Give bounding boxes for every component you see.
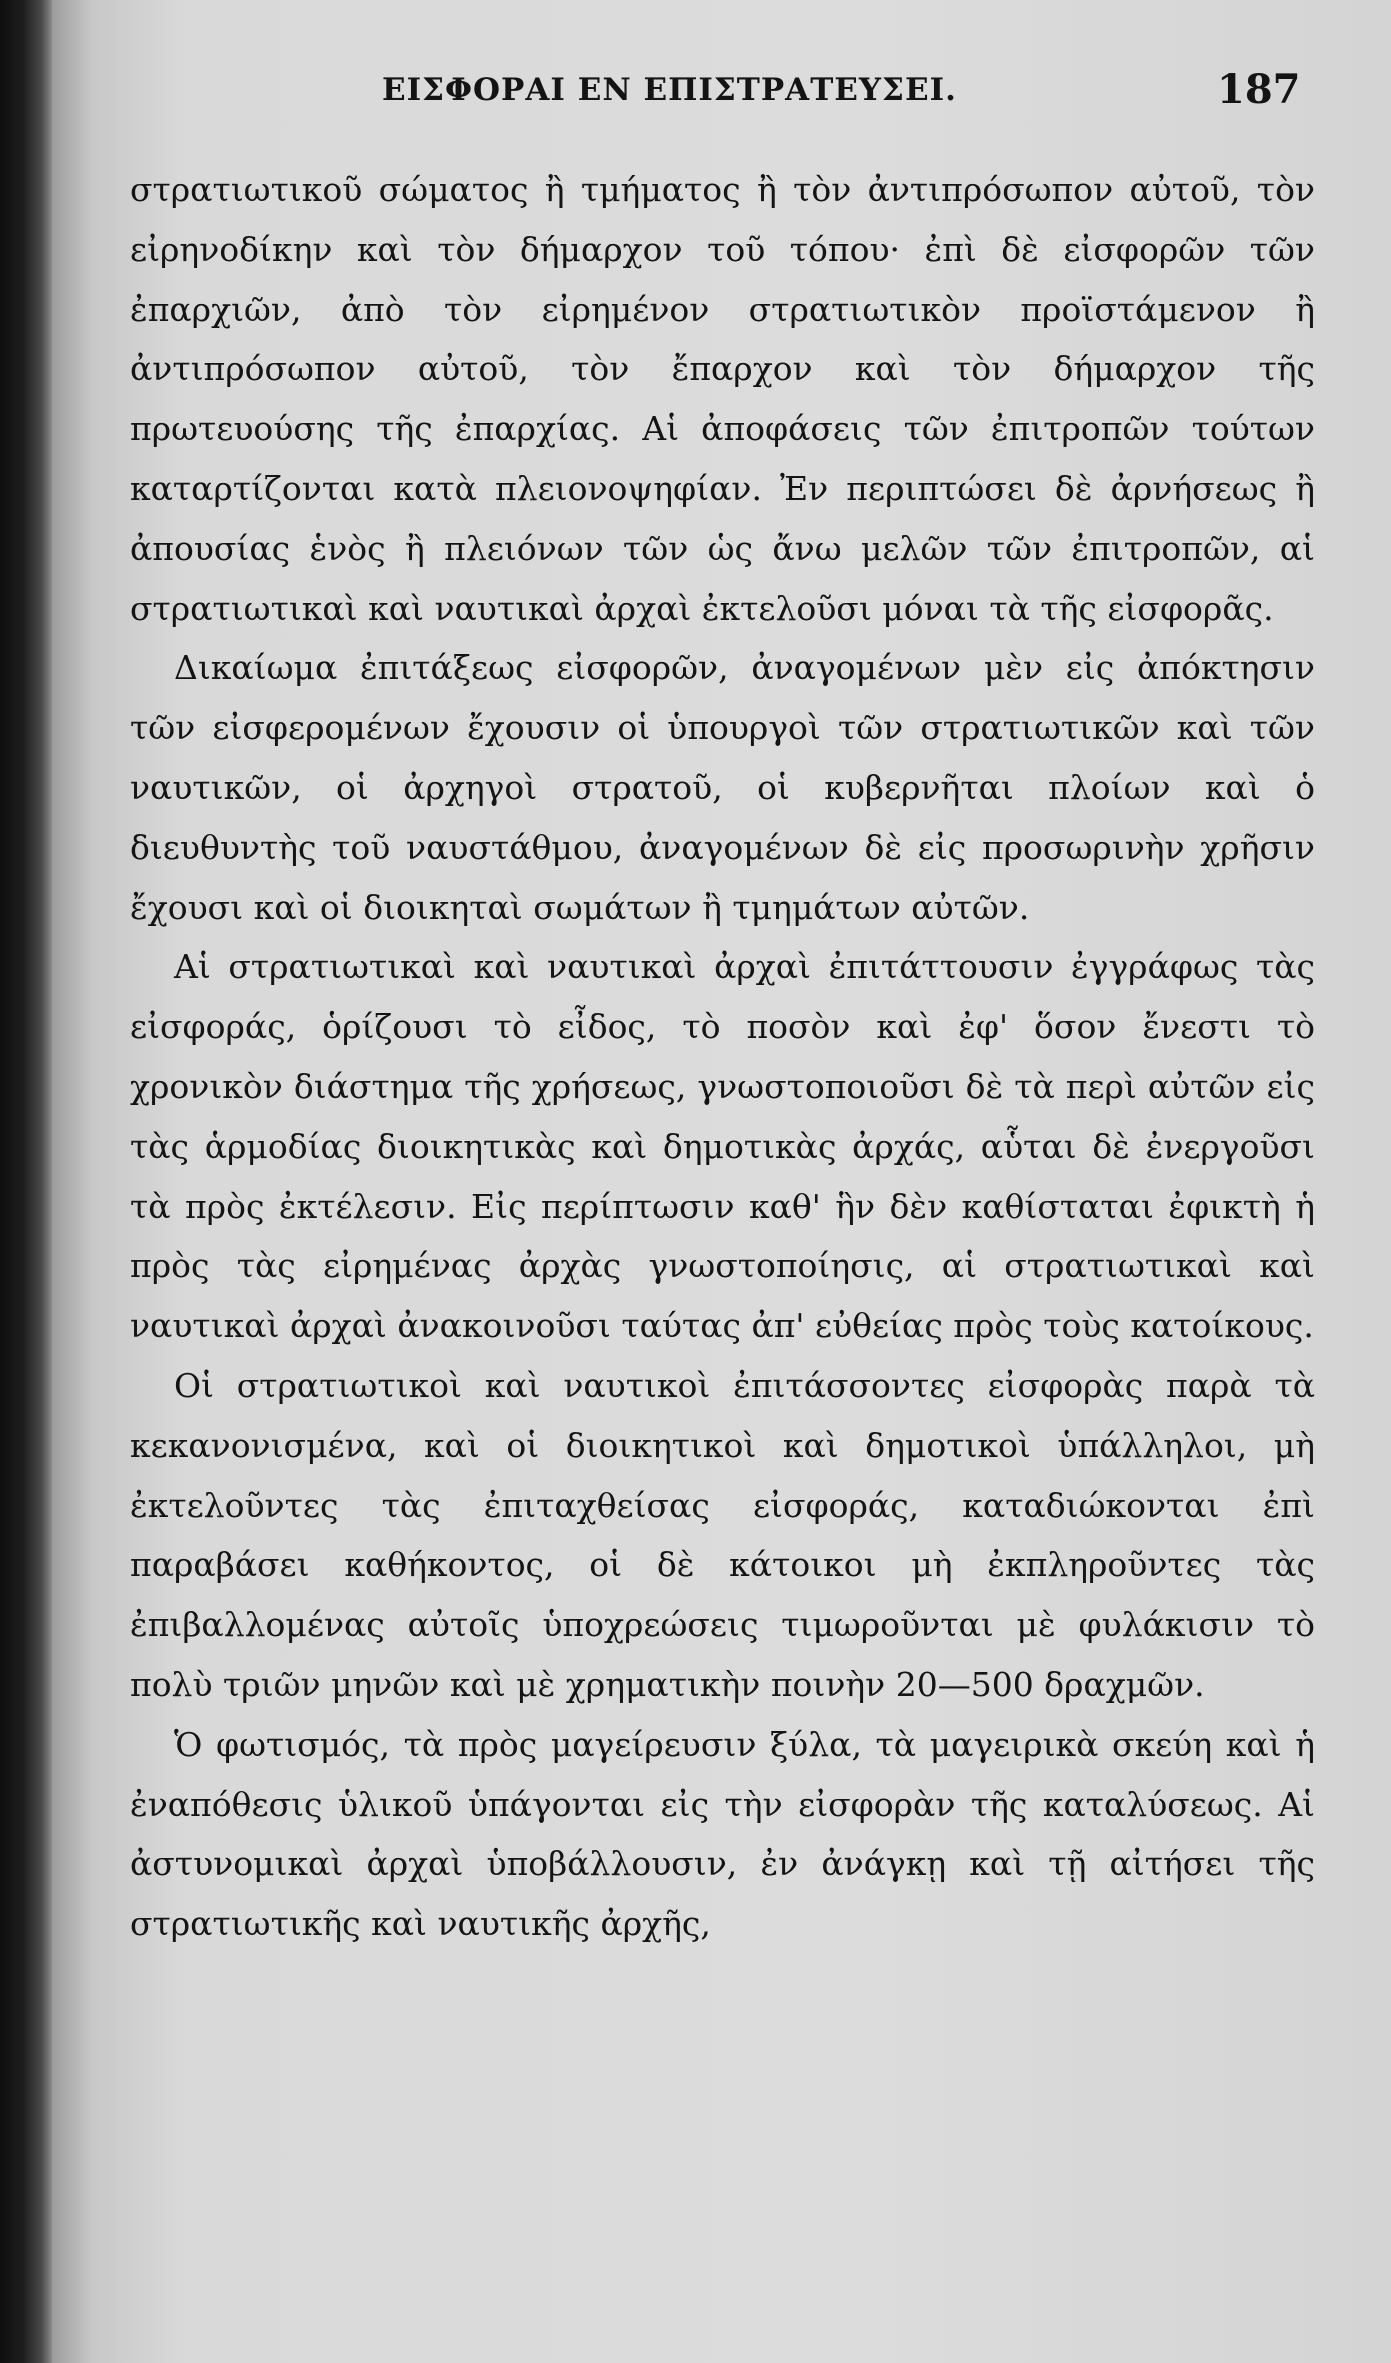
paragraph-requisition-procedure: Αἱ στρατιωτικαὶ καὶ ναυτικαὶ ἀρχαὶ ἐπιτάττουσιν ἐγγράφως τὰς εἰσφοράς, ὁρίζουσι τὸ εἶδος, τὸ ποσὸν καὶ ἐφ' ὅσον ἔνεστι τὸ χρονικὸν διάστημα τῆς χρήσεως, γνωστοποιοῦσι δὲ τὰ περὶ αὐτῶν εἰς τὰς ἁρμοδίας διοικητικὰς καὶ δημοτικὰς ἀρχάς, αὗται δὲ ἐνεργοῦσι τὰ πρὸς ἐκτέλεσιν. Εἰς περίπτωσιν καθ' ἣν δὲν καθίσταται ἐφικτὴ ἡ πρὸς τὰς εἰρημένας ἀρχὰς γνωστοποίησις, αἱ στρατιωτικαὶ καὶ ναυτικαὶ ἀρχαὶ ἀνακοινοῦσι ταύτας ἀπ' εὐθείας πρὸς τοὺς κατοίκους. [130,947,1315,1346]
paragraph-lodging: Ὁ φωτισμός, τὰ πρὸς μαγείρευσιν ξύλα, τὰ μαγειρικὰ σκεύη καὶ ἡ ἐναπόθεσις ὑλικοῦ ὑπάγονται εἰς τὴν εἰσφορὰν τῆς καταλύσεως. Αἱ ἀστυνομικαὶ ἀρχαὶ ὑποβάλλουσιν, ἐν ἀνάγκῃ καὶ τῇ αἰτήσει τῆς στρατιωτικῆς καὶ ναυτικῆς ἀρχῆς, [130,1724,1315,1944]
running-title: ΕΙΣΦΟΡΑΙ ΕΝ ΕΠΙΣΤΡΑΤΕΥΣΕΙ. [382,72,957,108]
book-page [52,0,1391,2363]
paragraph-requisition-rights: Δικαίωμα ἐπιτάξεως εἰσφορῶν, ἀναγομένων μὲν εἰς ἀπόκτησιν τῶν εἰσφερομένων ἔχουσιν οἱ ὑπουργοὶ τῶν στρατιωτικῶν καὶ τῶν ναυτικῶν, οἱ ἀρχηγοὶ στρατοῦ, οἱ κυβερνῆται πλοίων καὶ ὁ διευθυντὴς τοῦ ναυστάθμου, ἀναγομένων δὲ εἰς προσωρινὴν χρῆσιν ἔχουσι καὶ οἱ διοικηταὶ σωμάτων ἢ τμημάτων αὐτῶν. [130,648,1315,927]
page-number: 187 [1217,66,1301,113]
book-binding-shadow [0,0,52,2363]
paragraph-penalties: Οἱ στρατιωτικοὶ καὶ ναυτικοὶ ἐπιτάσσοντες εἰσφορὰς παρὰ τὰ κεκανονισμένα, καὶ οἱ διοικητικοὶ καὶ δημοτικοὶ ὑπάλληλοι, μὴ ἐκτελοῦντες τὰς ἐπιταχθείσας εἰσφοράς, καταδιώκονται ἐπὶ παραβάσει καθήκοντος, οἱ δὲ κάτοικοι μὴ ἐκπληροῦντες τὰς ἐπιβαλλομένας αὐτοῖς ὑποχρεώσεις τιμωροῦνται μὲ φυλάκισιν τὸ πολὺ τριῶν μηνῶν καὶ μὲ χρηματικὴν ποινὴν 20—500 δραχμῶν. [130,1365,1315,1704]
body-text [130,160,1315,1954]
paragraph-continuation: στρατιωτικοῦ σώματος ἢ τμήματος ἢ τὸν ἀντιπρόσωπον αὐτοῦ, τὸν εἰρηνοδίκην καὶ τὸν δήμαρχον τοῦ τόπου· ἐπὶ δὲ εἰσφορῶν τῶν ἐπαρχιῶν, ἀπὸ τὸν εἰρημένον στρατιωτικὸν προϊστάμενον ἢ ἀντιπρόσωπον αὐτοῦ, τὸν ἔπαρχον καὶ τὸν δήμαρχον τῆς πρωτευούσης τῆς ἐπαρχίας. Αἱ ἀποφάσεις τῶν ἐπιτροπῶν τούτων καταρτίζονται κατὰ πλειονοψηφίαν. Ἐν περιπτώσει δὲ ἀρνήσεως ἢ ἀπουσίας ἑνὸς ἢ πλειόνων τῶν ὡς ἄνω μελῶν τῶν ἐπιτροπῶν, αἱ στρατιωτικαὶ καὶ ναυτικαὶ ἀρχαὶ ἐκτελοῦσι μόναι τὰ τῆς εἰσφορᾶς. [130,170,1315,628]
running-head [52,60,1391,130]
